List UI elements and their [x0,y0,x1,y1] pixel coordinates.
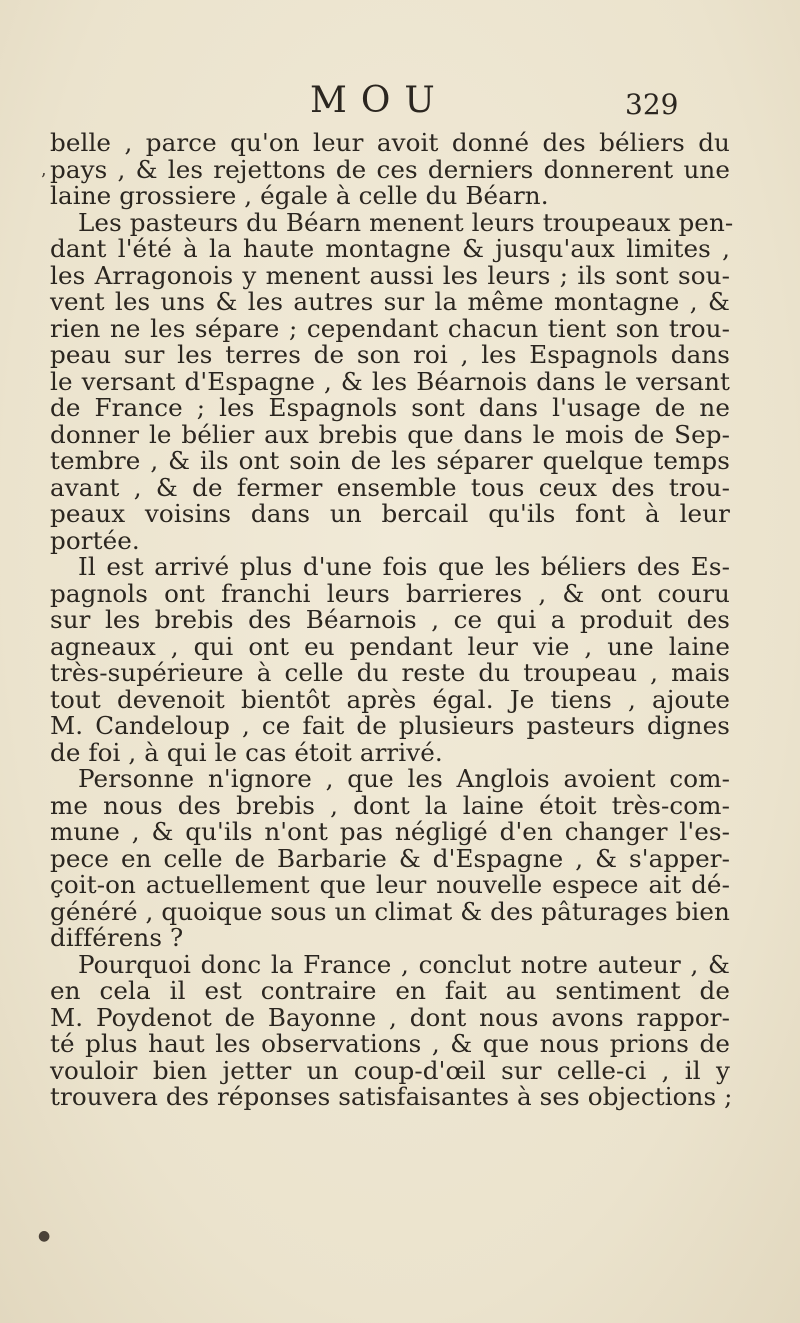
text-line: vouloir bien jetter un coup-d'œil sur celle-ci , il y [50,1055,730,1085]
paragraph [50,207,734,555]
text-line: en cela il est contraire en fait au sentiment de [50,976,730,1005]
page-number: 329 [625,88,679,121]
text-line: pays , & les rejettons de ces derniers donnerent une [50,154,730,184]
text-line: les Arragonois y menent aussi les leurs ; ils sont sou- [50,260,730,290]
text-line: pagnols ont franchi leurs barrieres , & ont couru [50,578,730,608]
paragraph [50,766,730,952]
text-line: donner le bélier aux brebis que dans le mois de Sep- [50,419,730,449]
text-line: le versant d'Espagne , & les Béarnois dans le versant [50,366,730,396]
text-line: agneaux , qui ont eu pendant leur vie , une laine [50,631,730,661]
body-text [50,128,734,1111]
text-line: Personne n'ignore , que les Anglois avoient com- [78,764,730,793]
margin-dot: ● [38,1228,51,1244]
margin-mark: ʼ [40,170,46,191]
text-line: té plus haut les observations , & que nous prions de [50,1029,730,1058]
text-line: rien ne les sépare ; cependant chacun tient son trou- [50,313,730,343]
text-line: portée. [50,525,140,555]
text-line: peaux voisins dans un bercail qu'ils font à leur [50,499,730,528]
text-line: trouvera des réponses satisfaisantes à ses objections ; [50,1082,733,1111]
text-line: dant l'été à la haute montagne & jusqu'aux limites , [50,234,730,263]
text-line: M. Candeloup , ce fait de plusieurs pasteurs dignes [50,711,730,740]
text-line: tembre , & ils ont soin de les séparer quelque temps [50,446,730,475]
page-header [0,80,800,124]
text-line: sur les brebis des Béarnois , ce qui a produit des [50,605,730,634]
running-head: MOU [310,80,449,121]
text-line: mune , & qu'ils n'ont pas négligé d'en changer l'es- [50,817,730,846]
text-line: de foi , à qui le cas étoit arrivé. [50,737,443,767]
text-line: vent les uns & les autres sur la même montagne , & [50,287,730,316]
text-line: çoit-on actuellement que leur nouvelle espece ait dé- [50,870,730,899]
text-line: différens ? [50,923,184,952]
text-line: pece en celle de Barbarie & d'Espagne , & s'apper- [50,843,730,873]
text-line: M. Poydenot de Bayonne , dont nous avons rappor- [50,1002,730,1032]
text-line: belle , parce qu'on leur avoit donné des béliers du [50,128,730,157]
text-line: Les pasteurs du Béarn menent leurs troupeaux pen- [78,207,734,237]
text-line: peau sur les terres de son roi , les Espagnols dans [50,340,730,369]
text-line: Pourquoi donc la France , conclut notre auteur , & [78,949,730,979]
text-line: très-supérieure à celle du reste du troupeau , mais [50,658,730,687]
paragraph [50,949,733,1111]
text-line: me nous des brebis , dont la laine étoit très-com- [50,790,730,820]
text-line: avant , & de fermer ensemble tous ceux des trou- [50,472,730,502]
text-line: tout devenoit bientôt après égal. Je tiens , ajoute [50,684,730,714]
text-line: de France ; les Espagnols sont dans l'usage de ne [50,393,730,422]
text-line: généré , quoique sous un climat & des pâturages bien [50,896,730,926]
text-line: laine grossiere , égale à celle du Béarn. [50,181,549,210]
text-line: Il est arrivé plus d'une fois que les béliers des Es- [78,552,730,581]
paragraph [50,554,730,766]
paragraph [50,130,730,210]
